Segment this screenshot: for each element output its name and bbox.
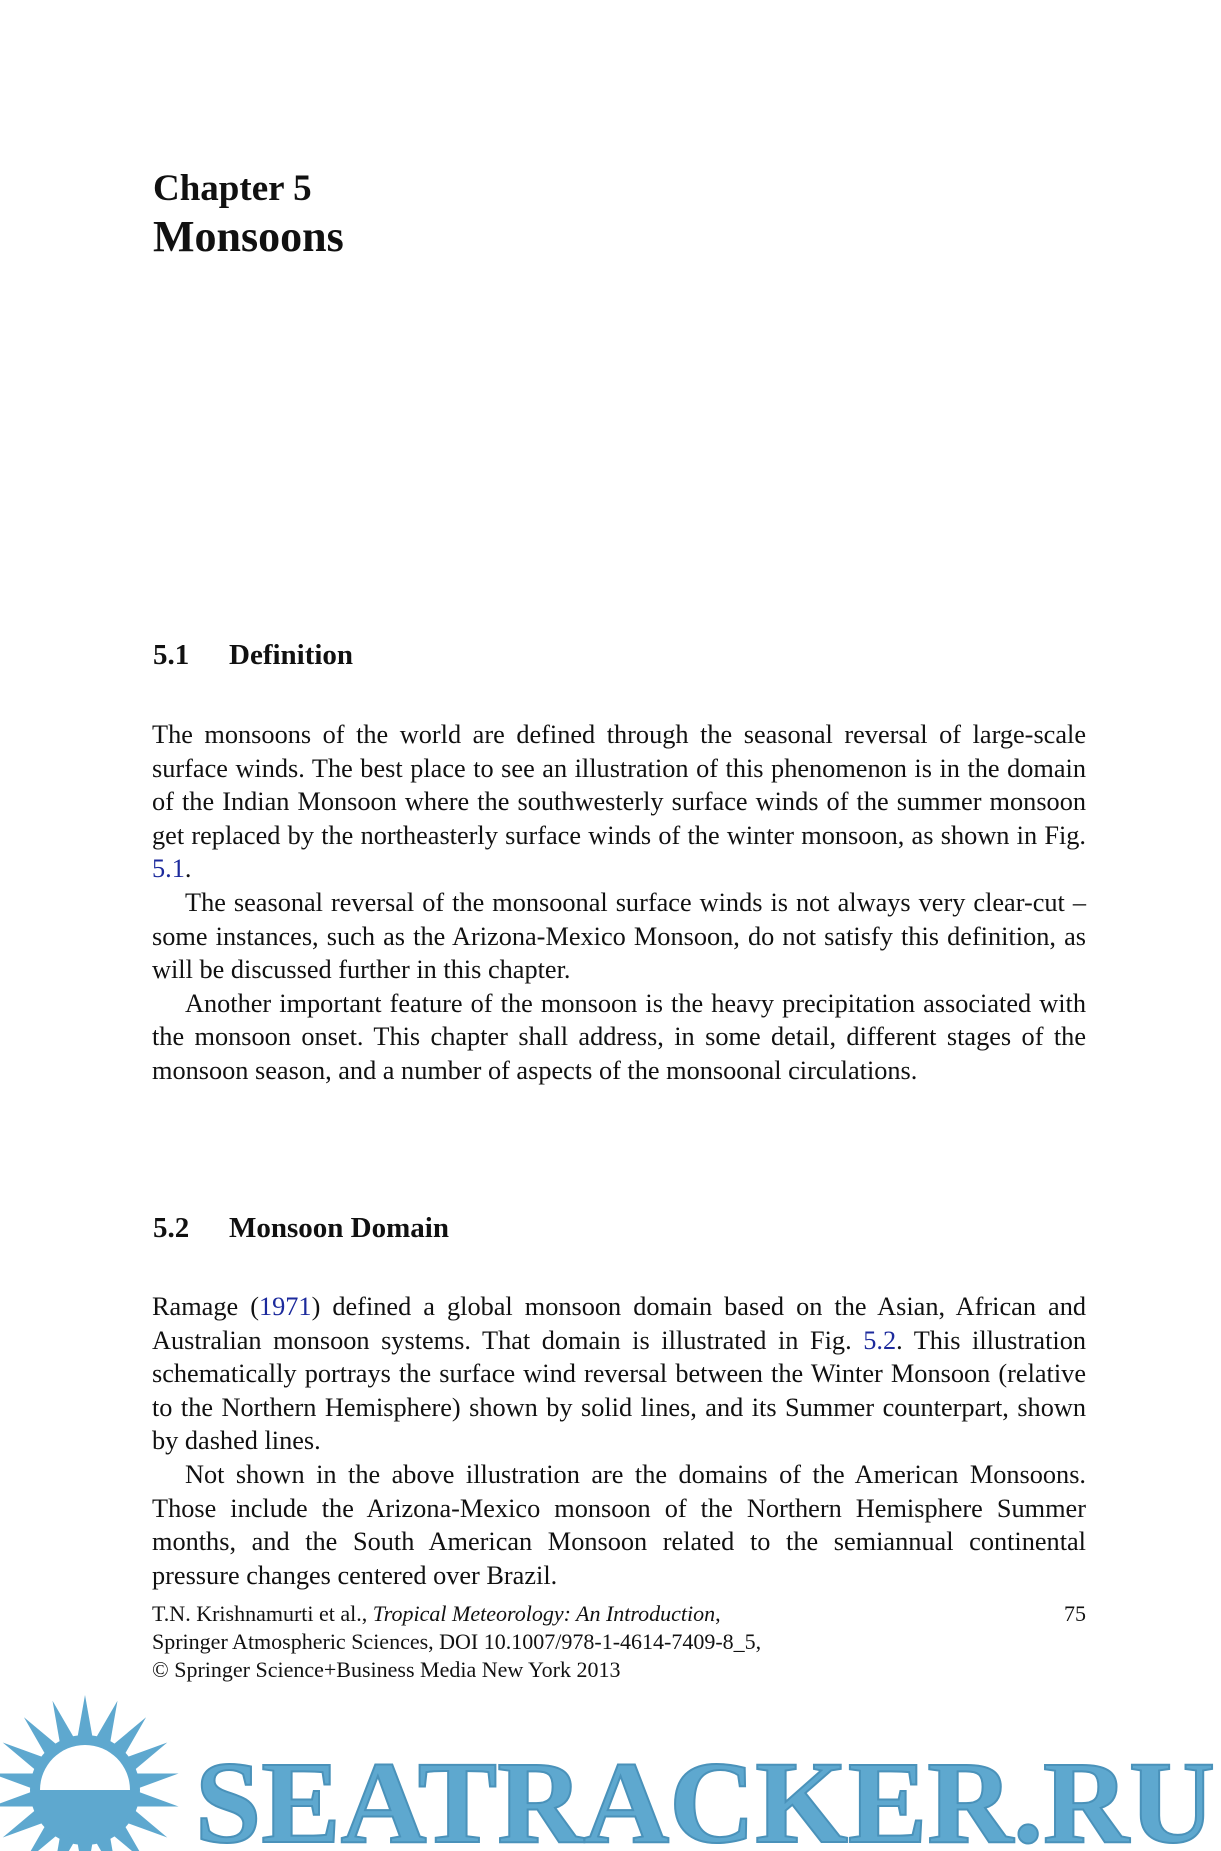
section-number: 5.2	[153, 1212, 190, 1244]
paragraph: The seasonal reversal of the monsoonal surface winds is not always very clear-cut – some instances, such as the Arizona-Mexico Monsoon, do not satisfy this definition, as will be discussed further in this chapter.	[152, 887, 1086, 985]
text: Ramage (	[152, 1292, 259, 1321]
text: . This illustration schematically portrays the surface wind reversal between the Winter Monsoon (relative to the Northern Hemisphere) shown by solid lines, and its Summer counterpart, shown by dashed lines.	[152, 1325, 1086, 1456]
chapter-title: Monsoons	[153, 212, 344, 261]
page-number: 75	[1064, 1601, 1086, 1626]
text: T.N. Krishnamurti et al.,	[152, 1601, 373, 1626]
paragraph	[152, 1290, 1086, 1458]
sun-icon	[0, 1695, 180, 1851]
section-definition-body	[152, 718, 1086, 1088]
footer-citation	[152, 1600, 1086, 1628]
footer-doi: Springer Atmospheric Sciences, DOI 10.1007/978-1-4614-7409-8_5,	[152, 1629, 762, 1654]
section-number: 5.1	[153, 639, 190, 671]
text: .	[184, 854, 192, 884]
section-domain-body	[152, 1290, 1086, 1592]
section-heading-monsoon-domain	[153, 1211, 449, 1245]
citation-link[interactable]: 1971	[258, 1292, 312, 1321]
paragraph: Not shown in the above illustration are the domains of the American Monsoons. Those include the Arizona-Mexico monsoon of the Northern Hemisphere Summer months, and the South American Monsoon related to the semiannual continental pressure changes centered over Brazil.	[152, 1459, 1086, 1590]
figure-link[interactable]: 5.2	[863, 1325, 897, 1355]
text: ,	[715, 1601, 721, 1626]
section-title: Monsoon Domain	[229, 1212, 449, 1244]
text: ) defined a global monsoon domain based on the Asian, African and Australian monsoon systems. That domain is illustrated in Fig.	[152, 1292, 1086, 1355]
paragraph	[152, 718, 1086, 886]
footer-copyright: © Springer Science+Business Media New York 2013	[152, 1657, 621, 1682]
footer	[152, 1600, 1086, 1684]
book-title: Tropical Meteorology: An Introduction	[372, 1601, 716, 1626]
watermark-text: SEATRACKER.RU	[195, 1737, 1215, 1851]
paragraph: Another important feature of the monsoon is the heavy precipitation associated with the monsoon onset. This chapter shall address, in some detail, different stages of the monsoon season, and a number of aspects of the monsoonal circulations.	[152, 988, 1086, 1085]
figure-link[interactable]: 5.1	[152, 854, 185, 884]
section-title: Definition	[229, 639, 354, 671]
section-heading-definition	[153, 638, 353, 672]
text: The monsoons of the world are defined through the seasonal reversal of large-scale surface winds. The best place to see an illustration of this phenomenon is in the domain of the Indian Monsoon where the southwesterly surface winds of the summer monsoon get replaced by the northeasterly surface winds of the winter monsoon, as shown in Fig.	[152, 720, 1086, 850]
watermark-logo	[0, 1690, 1221, 1851]
chapter-label: Chapter 5	[153, 168, 312, 209]
